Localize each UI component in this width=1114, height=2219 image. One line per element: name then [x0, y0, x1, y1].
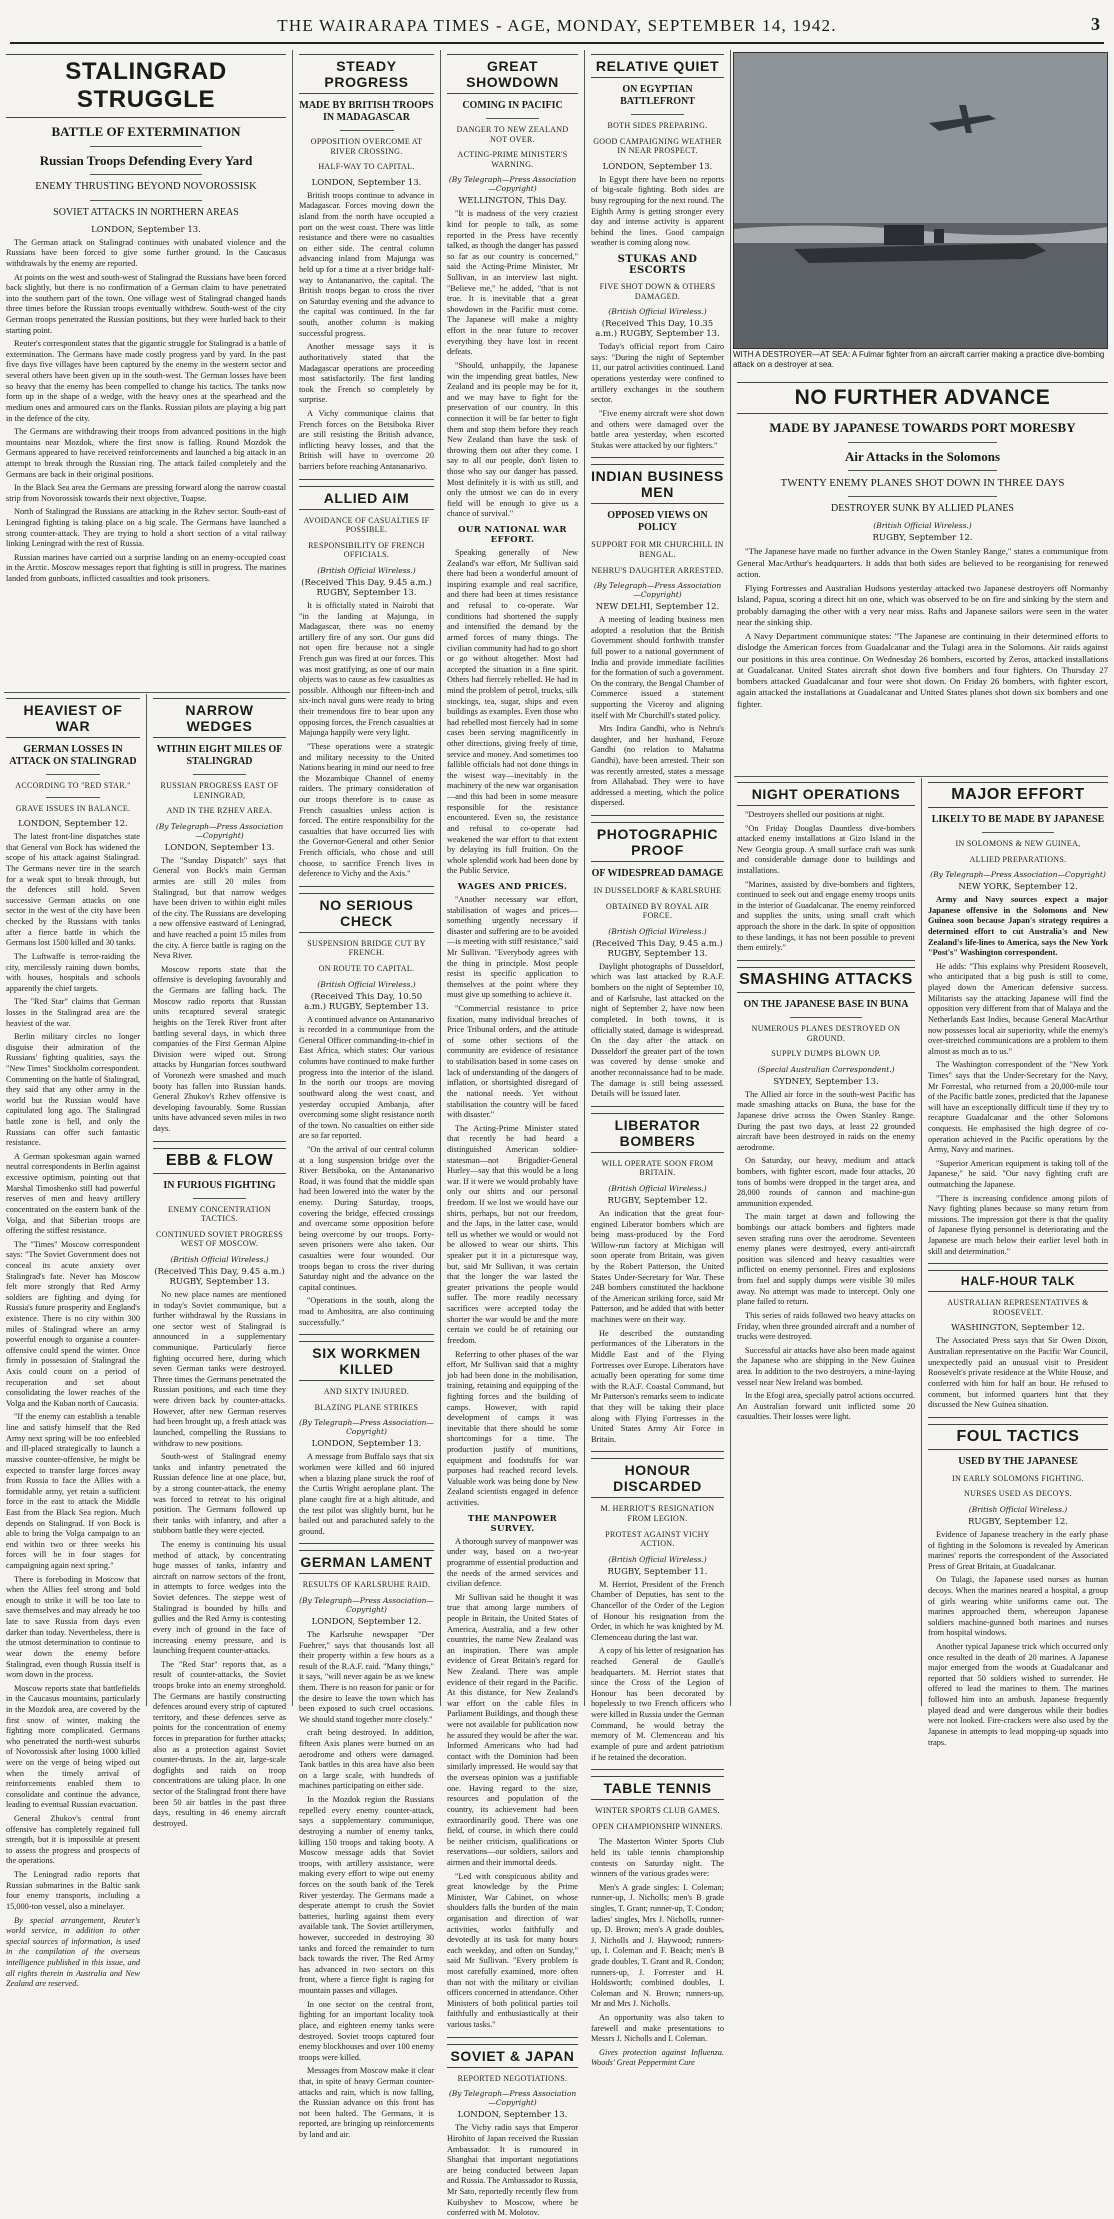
paragraph: General Zhukov's central front offensive has completely regained full strength, but it is impossible at present to assess the progress and prospects of the operations.	[6, 1814, 140, 1866]
headline-indian: INDIAN BUSINESS MEN	[591, 464, 724, 504]
credit: (By Telegraph—Press Association—Copyright)	[155, 821, 284, 840]
paragraph: Berlin military circles no longer disguise their admiration of the Russians' fighting qualities, says the "New Times" Stockholm correspondent. Commenting on the battle of Stalingrad, they said that any other army in the world but the Russian would have capitulated long ago. The Stalingrad battle zone is hell, and only the Russians can offer such fantastic resistance.	[6, 1032, 140, 1148]
paragraph: "On the arrival of our central column at a long suspension bridge over the River Betsiboka, on the Antananarivo Road, it was found that the middle span had been lowered into the water by the enemy. During Saturday, troops, covering the bridge, effected crossings and overcame some opposition before being overcome by our troops. Forty-seven prisoners were also taken. Our casualties were four wounded. Our troops began to cross the river during Saturday night and the advance on the capital continues.	[299, 1144, 434, 1292]
credit: (British Official Wireless.)	[608, 307, 707, 317]
paragraph: In Egypt there have been no reports of big-scale fighting. Both sides are busy regrouping for the next round. The Eighth Army is getting stronger every day and intense activity is apparent behind the lines. Good campaign weather is coming along now.	[591, 174, 724, 248]
headline-honour: HONOUR DISCARDED	[591, 1458, 724, 1498]
deck: TWENTY ENEMY PLANES SHOT DOWN IN THREE DAYS	[780, 477, 1065, 490]
paragraph: In the Black Sea area the Germans are pressing forward along the narrow coastal strip from Novorossisk towards their next objective, Tuapse.	[6, 483, 286, 503]
deck: WILL OPERATE SOON FROM BRITAIN.	[601, 1158, 714, 1178]
paragraph: Another message says it is authoritatively stated that the Madagascar operations are proceeding most satisfactorily. The first landing took the French so completely by surprise.	[299, 342, 434, 405]
paragraph: He adds: "This explains why President Roosevelt, who anticipated that a big push is still to come, played down the American defensive success. Militarists say the attacking Japanese will find the opposition very different from that of Malaya and the Netherlands East Indies, because General MacArthur now possesses local air superiority, while the enemy's over-stretched communications are a problem to them almost as much as to us."	[928, 961, 1108, 1056]
paragraph: The "Red Star" reports that, as a result of counter-attacks, the Soviet troops broke into an enemy stronghold. The Germans are hastily constructing defences around every strip of captured territory, and these defences serve as points for the concentration of enemy forces in preparation for further attacks; also as a protection against Soviet counter-thrusts. In the air, large-scale dogfights and raids on troop concentrations are taking place. In one sector of the Stalingrad front there have been 50 air battles in the past three days, resulting in 46 enemy aircraft destroyed.	[153, 1659, 286, 1828]
deck: OBTAINED BY ROYAL AIR FORCE.	[605, 901, 710, 921]
deck: Air Attacks in the Solomons	[844, 448, 1001, 464]
paragraph: Messages from Moscow make it clear that, in spite of heavy German counter-attacks and rain, which is now falling, the Russian advance on this front has not been halted. The Germans, it is reported, are bringing up reinforcements by land and air.	[299, 2066, 434, 2139]
deck: RESPONSIBILITY OF FRENCH OFFICIALS.	[308, 540, 425, 560]
paragraph: "Led with conspicuous ability and great knowledge by the Prime Minister, War Cabinet, on whose shoulders falls the burden of the main organisation and direction of war activities, works faithfully and devotedly at its task for many hours each weekday, and often on Sunday," said Mr Sullivan. "Every problem is most carefully examined, more often than not with the military or civilian officers concerned in attendance. Other Ministers of both political parties toil faithfully and enthusiastically at their various tasks."	[447, 1871, 578, 2030]
subhead: WAGES AND PRICES.	[457, 881, 568, 892]
deck: RUSSIAN PROGRESS EAST OF LENINGRAD,	[160, 781, 279, 800]
deck: REPORTED NEGOTIATIONS.	[457, 2073, 568, 2083]
paragraph: The Allied air force in the south-west Pacific has made smashing attacks on Buna, the base for the Japanese drive across the Owen Stanley Range. During the past two days, at least 22 grounded aircraft have been destroyed in raids on the enemy aerodrome.	[737, 1089, 915, 1152]
dateline: RUGBY, September 12.	[607, 1195, 708, 1206]
dateline: (Received This Day, 9.45 a.m.) RUGBY, September 13.	[301, 578, 432, 598]
page-number: 3	[1091, 14, 1100, 34]
article-major-foul	[922, 778, 1114, 1747]
deck: DANGER TO NEW ZEALAND NOT OVER.	[456, 125, 569, 144]
credit: (By Telegraph—Press Association—Copyright)	[930, 870, 1106, 880]
paragraph: Mrs Indira Gandhi, who is Nehru's daughter, and her husband, Feroze Gandhi (no relation to Mahatma Gandhi), have been arrested. Their son was recently arrested, states a message from Allahabad. They were to have addressed a meeting, which the police dispersed.	[591, 724, 724, 808]
copyright-note: By special arrangement, Reuter's world service, in addition to other special sources of information, is used in the compilation of the overseas intelligence published in this issue, and all rights therein in Australia and New Zealand are reserved.	[6, 1915, 140, 1989]
paragraph: Evidence of Japanese treachery in the early phase of fighting in the Solomons is revealed by American marines' reports the correspondent of the Associated Press of Great Britain, at Guadalcanar.	[928, 1529, 1108, 1571]
paragraph: Russian marines have carried out a surprise landing on an enemy-occupied coast in the Arctic. Moscow messages report that fighting is still in progress. The marines landed from gunboats, inflicted casualties and took prisoners.	[6, 552, 286, 584]
headline-halfhour: HALF-HOUR TALK	[928, 1270, 1108, 1292]
paragraph: A continued advance on Antananarivo is recorded in a communique from the General Officer commanding-in-chief in East Africa, which states: Our various columns have continued to make further progress into the interior of the island. In the north our troops are moving southward along the west coast, and yesterday occupied Ambanja, after overcoming some slight resistance north of the town. No casualties on either side are so far reported.	[299, 1014, 434, 1141]
deck: DESTROYER SUNK BY ALLIED PLANES	[831, 503, 1014, 515]
paragraph: "Commercial resistance to price fixation, many individual breaches of Price Tribunal orders, and the attitude of some other sections of the community are evidence of resistance to stabilisation based in some cases on lack of understanding of the dangers of inflation, or shortsighted disregard of the national needs. Yet without stabilisation the country will be faced with disaster."	[447, 1004, 578, 1120]
dateline: WELLINGTON, This Day.	[458, 196, 567, 207]
masthead	[10, 6, 1104, 44]
headline-soviet: SOVIET & JAPAN	[447, 2044, 578, 2068]
headline-steady: STEADY PROGRESS	[299, 54, 434, 94]
paragraph: A copy of his letter of resignation has reached General de Gaulle's headquarters. M. Herriot states that since the Cross of the Legion of Honour has been decorated by hopelessly to two French officers who were killed in Russia under the German Command, he would betray the memory of M. Clemenceau and his example of pure and ardent patriotism if he retained the decoration.	[591, 1646, 724, 1762]
paragraph: The enemy is continuing his usual method of attack, by concentrating huge masses of tanks, infantry and aircraft on narrow sectors of the front, in attempts to force wedges into the Soviet defences. The steppe west of Stalingrad is bounded by hills and gullies and the Red Army is contesting every inch of ground in the face of increasing enemy pressure, and is launching frequent counter-attacks.	[153, 1540, 286, 1656]
paragraph: British troops continue to advance in Madagascar. Forces moving down the island from the north have occupied a port on the west coast. There was little resistance and there were no casualties on either side. The central column advancing inland from Majunga was held up for a time at a river bridge half-way to Antananarivo, the capital. The British troops began to cross the river on Saturday evening and the advance to the capital was continued. In the far south, another column is making successful progress.	[299, 190, 434, 338]
deck: OPEN CHAMPIONSHIP WINNERS.	[592, 1821, 723, 1831]
deck: MADE BY JAPANESE TOWARDS PORT MORESBY	[769, 420, 1076, 435]
deck: ENEMY CONCENTRATION TACTICS.	[168, 1204, 271, 1224]
deck: NUMEROUS PLANES DESTROYED ON GROUND.	[751, 1023, 901, 1043]
dateline: (Received This Day, 10.50 a.m.) RUGBY, September 13.	[304, 991, 429, 1012]
credit: (British Official Wireless.)	[608, 1554, 707, 1564]
article-stalingrad	[0, 50, 292, 690]
headline-ebb: EBB & FLOW	[153, 1148, 286, 1174]
paragraph: The Vichy radio says that Emperor Hirohito of Japan received the Russian Ambassador. It is rumoured in Shanghai that important negotiations are being conducted between Japan and Russia. The Ambassador to Russia, Mr Sato, reportedly recently flew from Kuibyshev to Moscow, where he conferred with M. Molotov.	[447, 2123, 578, 2218]
deck: AVOIDANCE OF CASUALTIES IF POSSIBLE.	[303, 515, 430, 535]
deck: GRAVE ISSUES IN BALANCE.	[15, 803, 131, 813]
headline-heaviest: HEAVIEST OF WAR	[6, 698, 140, 738]
paragraph: A message from Buffalo says that six workmen were killed and 60 injured when a blazing plane struck the roof of the Curtis Wright aeroplane plant. The plane caught fire at a high altitude, and the test pilot was slightly burnt, but he bailed out and parachuted safely to the ground.	[299, 1452, 434, 1536]
deck: BOTH SIDES PREPARING.	[607, 121, 708, 130]
deck: AND SIXTY INJURED.	[323, 1387, 410, 1397]
headline-stalingrad: STALINGRAD STRUGGLE	[6, 54, 286, 118]
paragraph: "Superior American equipment is taking toll of the Japanese," he said. "Our navy fighting craft are outmatching the Japanese.	[928, 1158, 1108, 1190]
paragraph: The Masterton Winter Sports Club held its table tennis championship contests on Saturday night. The winners of the various grades were:	[591, 1837, 724, 1879]
column-showdown	[441, 50, 584, 2218]
paragraph: "Marines, assisted by dive-bombers and fighters, continued to seek out and engage enemy troops units in the interior of Guadalcanar. The enemy reinforced and supplies the units, using small craft which approach the shore in the dark. In spite of opposition to these landings, it has not been possible to prevent them entirely."	[737, 879, 915, 953]
paragraph: A Vichy communique claims that French forces on the Betsiboka River are still resisting the British advance, inflicting heavy losses, and that the British will have to overcome 20 barriers before reaching Antananarivo.	[299, 408, 434, 472]
paragraph: The Karlsruhe newspaper "Der Fuehrer," says that thousands lost all their property within a few hours as a result of the R.A.F. raid. "Many things," it says, "will never again be as we knew them. There is no reason for panic or for the desire to leave the town which has been exposed to such cruel occasions. We should stand together more closely."	[299, 1629, 434, 1724]
dateline: (Received This Day, 10.35 a.m.) RUGBY, September 13.	[595, 319, 720, 340]
advertisement: Gives protection against Influenza. Woods' Great Peppermint Cure	[591, 2047, 724, 2068]
headline-liberator: LIBERATOR BOMBERS	[591, 1113, 724, 1153]
dateline: (Received This Day, 9.45 a.m.) RUGBY, September 13.	[592, 938, 723, 959]
paragraph: "Should, unhappily, the Japanese win the impending great battles, New Zealand and its people may be for it, and we may have to fight for the preservation of our country. In this connection it will be far better to fight them and stop them before they reach New Zealand than have the task of throwing them out after they come. I say to all our people, don't listen to those who say our danger has passed. Most definitely it is with us still, and only the utmost we can do in every field will be enough to give us a chance of survival."	[447, 360, 578, 519]
paragraph: craft being destroyed. In addition, fifteen Axis planes were burned on an aerodrome and others were damaged. Tank battles in this area have also been on a large scale, with hundreds of machines participating on either side.	[299, 1728, 434, 1791]
paragraph: Successful air attacks have also been made against the Japanese who are shipping in the New Guinea area. In addition to the two destroyers, a mine-laying vessel near New Ireland was bombed.	[737, 1345, 915, 1387]
paragraph: There is foreboding in Moscow that when the Allies feel strong and bold enough to strike it will be too late to save themselves and may already be too late to save Russia from days even darker than today. Nevertheless, there is the utmost determination to continue to wear down the enemy before Stalingrad, even though Russia itself is worn down in the process.	[6, 1574, 140, 1680]
paragraph: Mr Sullivan said he thought it was true that among large numbers of people in Britain, the United States of America, Australia, and a few other countries, the name New Zealand was an inspiration. There was ample evidence of Great Britain's regard for New Zealand. There was ample evidence of their regard in the Pacific. At this distance, for New Zealand's war effort on the cable files in Parliament Buildings, and though these were not available for publication now he assured they would be after the war. Informed Americans who had had contact with the Dominion had been similarly impressed. He would say that the overseas opinion was a justifiable one. Having regard to the size, resources and population of the country, its achievement had been extraordinarily good. There was one field, of course, in which there could be neither criticism, qualifications or reservations—our soldiers, sailors and airmen and their immortal deeds.	[447, 1592, 578, 1867]
column-madagascar	[293, 50, 440, 2139]
deck: OPPOSED VIEWS ON POLICY	[607, 510, 708, 534]
deck: SUPPORT FOR MR CHURCHILL IN BENGAL.	[591, 540, 724, 559]
paragraph: Speaking generally of New Zealand's war effort, Mr Sullivan said there had been a wonderful amount of inspiring example and real sacrifice, and there had been at times resistance and refusal to co-operate. War conditions had shortened the supply and intensified the demand by the armed forces of many things. The civilian community had had to go short or go without altogether. Most had accepted the situation in a fine spirit. Others had fiercely rebelled. He had in mind the problem of petrol, trucks, silk stockings, tea, sugar, ships and even buildings as examples. Even those who had rebelled most fiercely had in some cases been serving magnificently in other directions, giving freely of time, service and money. And sometimes too fallible officials had not done things in the wisest way—inevitably in the machinery of the new war organisation—and this had been in some measure responsible for the resistance encountered. Even so, the resistance and refusal to co-operate had weakened the war effort to that extent by delaying its full fruition. On the whole splendid work had been done by the Public Service.	[447, 548, 578, 876]
headline-sixworkmen: SIX WORKMEN KILLED	[299, 1341, 434, 1381]
paragraph: The main target at dawn and following the bombings our attack bombers and fighters made seven strafing runs over the aerodrome. Seventeen enemy planes were destroyed, every anti-aircraft position was silenced and heavy casualties were inflicted on enemy personnel. Fires and explosions from fuel and supply dumps were visible 30 miles away. No attempt was made to intercept. Only one plane failed to return.	[737, 1212, 915, 1307]
paragraph: Today's official report from Cairo says: "During the night of September 11, our patrol activities continued. Land operations yesterday were confined to artillery exchanges in the southern sector.	[591, 342, 724, 405]
headline-relative: RELATIVE QUIET	[591, 54, 724, 78]
paragraph: The Germans are withdrawing their troops from advanced positions in the high mountains near Mozdok, where the first snow is falling. Round Mozdok the Germans appeared to have received reinforcements and launched a big attack in an attempt to break through the Russian ring. The attack failed completely and the Germans are back in their original positions.	[6, 427, 286, 479]
credit: (British Official Wireless.)	[873, 521, 972, 531]
deck: NEHRU'S DAUGHTER ARRESTED.	[591, 565, 724, 575]
credit: (By Telegraph—Press Association—Copyright)	[299, 1418, 434, 1437]
article-nofurther	[731, 378, 1114, 774]
deck: ON ROUTE TO CAPITAL.	[318, 964, 415, 974]
credit: (British Official Wireless.)	[170, 1255, 269, 1264]
deck: IN SOLOMONS & NEW GUINEA,	[955, 839, 1081, 848]
dateline: LONDON, September 13.	[164, 842, 275, 853]
deck: RESULTS OF KARLSRUHE RAID.	[302, 1580, 431, 1590]
paragraph: No new place names are mentioned in today's Soviet communique, but a further withdrawal by the Russians in one sector west of Stalingrad is announced in a supplementary communique. Particularly fierce fighting occurred here, during which seven German tanks were destroyed. Three times the Germans penetrated the Russian positions, and each time they were driven back by counter-attacks. However, after new German reserves had been brought up, a fresh attack was launched, compelling the Russians to withdraw to new positions.	[153, 1290, 286, 1448]
deck: ACTING-PRIME MINISTER'S WARNING.	[457, 150, 568, 169]
subhead: OUR NATIONAL WAR EFFORT.	[458, 525, 567, 546]
headline-narrow: NARROW WEDGES	[153, 698, 286, 738]
deck: NURSES USED AS DECOYS.	[964, 1489, 1072, 1499]
deck: MADE BY BRITISH TROOPS IN MADAGASCAR	[299, 100, 434, 123]
paragraph: "The Japanese have made no further advance in the Owen Stanley Range," states a communique from General MacArthur's headquarters. It adds that both sides are believed to be reorganising for renewed action.	[737, 546, 1108, 579]
paragraph: Reuter's correspondent states that the gigantic struggle for Stalingrad is a battle of extermination. The Germans have made costly progress yard by yard. In the past five days five villages have been captured by the enemy in the western sector and several others have been given up in the south-west. The German losses have been so heavy that the enemy has been compelled to change his tactics. The tanks now form up in the shape of a wedge, with the heavy ones at the spearhead and the medium ones and armoured cars on the flanks. Russian pilots are playing a big part in the defence of the city.	[6, 339, 286, 423]
deck: USED BY THE JAPANESE	[958, 1455, 1078, 1467]
deck: LIKELY TO BE MADE BY JAPANESE	[931, 814, 1105, 825]
paragraph: Daylight photographs of Dusseldorf, which was last attacked by R.A.F. bombers on the night of September 10, and of Karlsruhe, last attacked on the night of September 2, have now been completed. In both towns, it is officially stated, damage is widespread. On the day after the attack on Dusseldorf the greater part of the town was covered by dense smoke and another reconnaissance had to be made. The damage is still being assessed. Details will be issued later.	[591, 961, 724, 1099]
deck: ALLIED PREPARATIONS.	[969, 854, 1067, 864]
headline-showdown: GREAT SHOWDOWN	[447, 54, 578, 94]
photo-illustration	[734, 53, 1107, 348]
section-rule	[4, 692, 290, 693]
paragraph: "Operations in the south, along the road to Ambositra, are also continuing successfully."	[299, 1296, 434, 1327]
paragraph: Moscow reports state that the offensive is developing favourably and the Germans are falling back. The Moscow radio reports that Russian units recaptured several strategic heights on the Terek River front after battling several days, in which three companies of the First German Alpine Division were wiped out. Strong attacks by Hungarian forces southward of Voronezh were smashed and much booty has fallen into Russian hands. General Zhukov's Rzhev offensive is developing favourably. Some Russian units have advanced seven miles in two days.	[153, 964, 286, 1134]
deck: ON THE JAPANESE BASE IN BUNA	[743, 998, 909, 1010]
headline-lament: GERMAN LAMENT	[299, 1550, 434, 1574]
paragraph: "Another necessary war effort, stabilisation of wages and prices—something urgently necessary if disaster and suffering are to be avoided—is meeting with stiff resistance," said Mr Sullivan. "Everybody agrees with the thing in principle. Most people resist its specific application to themselves at the point where they must give up something to achieve it.	[447, 894, 578, 1000]
dateline: LONDON, September 12.	[311, 1616, 422, 1627]
paragraph: "If the enemy can establish a tenable line and satisfy himself that the Red Army next spring will be too enfeebled and ill-placed strategically to launch a massive counter-offensive, he might be expected to transfer large forces away from Russia to face the Allies with a formidable army, yet retain a sufficient force in the east to attack the Middle East from the Black Sea region. Much depends on Stalingrad. If von Bock is able to bring the Volga campaign to an end within two or three weeks his forces will be in four stages for campaigning again next spring."	[6, 1412, 140, 1571]
deck: ENEMY THRUSTING BEYOND NOVOROSSISK	[35, 181, 257, 193]
deck: PROTEST AGAINST VICHY ACTION.	[605, 1529, 710, 1549]
deck: OPPOSITION OVERCOME AT RIVER CROSSING.	[310, 137, 423, 156]
dateline: LONDON, September 13.	[602, 161, 713, 172]
paragraph: A meeting of leading business men adopted a resolution that the British Government should forthwith transfer full power to a national government of India and provide immediate facilities for the formation of such a government. On the contrary, the Bengal Chamber of Commerce issued a statement supporting the Viceroy and aligning itself with Mr Churchill's stated policy.	[591, 615, 724, 720]
dateline: (Received This Day, 9.45 a.m.) RUGBY, September 13.	[154, 1267, 285, 1287]
dateline: NEW YORK, September 12.	[958, 882, 1078, 893]
headline-major: MAJOR EFFORT	[928, 782, 1108, 808]
credit: (British Official Wireless.)	[317, 979, 416, 989]
paragraph: At points on the west and south-west of Stalingrad the Russians have been forced back slightly, but there is no confirmation of a German claim to have penetrated into the southern part of the town. One village west of Stalingrad changed hands three times before the Russian troops eventually withdrew. South-west of the city German troops penetrated the Russian positions, but they were hurled back to their starting point.	[6, 272, 286, 335]
credit: (By Telegraph—Press Association—Copyright)	[448, 175, 577, 194]
deck: HALF-WAY TO CAPITAL.	[318, 162, 415, 172]
dateline: LONDON, September 13.	[457, 2110, 568, 2121]
deck: WINTER SPORTS CLUB GAMES.	[595, 1806, 720, 1816]
headline-foul: FOUL TACTICS	[928, 1424, 1108, 1450]
deck: SOVIET ATTACKS IN NORTHERN AREAS	[53, 206, 239, 218]
deck: M. HERRIOT'S RESIGNATION FROM LEGION.	[600, 1504, 715, 1523]
deck: IN FURIOUS FIGHTING	[163, 1179, 276, 1191]
credit: (British Official Wireless.)	[317, 566, 416, 575]
paragraph: The "Times" Moscow correspondent says: "The Soviet Government does not conceal its acute anxiety over Stalingrad's fate. Never has Moscow felt more strongly that Red Army soldiers are fighting and dying for Russia's future prosperity and England's existence. There is no city within 300 miles of Stalingrad where an army powerful enough to organise a counter-offensive could spend the winter. Once firmly in possession of Stalingrad the Axis could count on a period of recuperation and set about consolidating the lower reaches of the Volga and the Kuban north of Caucasia.	[6, 1239, 140, 1408]
deck: IN DUSSELDORF & KARLSRUHE	[593, 886, 722, 896]
paragraph: The Leningrad radio reports that Russian submarines in the Baltic sank four enemy transports, including a 15,000-ton vessel, also a minelayer.	[6, 1870, 140, 1911]
paragraph: An indication that the great four-engined Liberator bombers which are being mass-produced by the Ford Willow-run factory at Michigan will soon operate from Britain, was given by the Robert Patterson, the United States Under-Secretary for War. These 24B bombers constituted the backbone of the American striking force, said Mr Patterson, and he added that with better machines were on their way.	[591, 1208, 724, 1325]
deck: AND IN THE RZHEV AREA.	[166, 806, 273, 816]
paragraph: "These operations were a strategic and military necessity to the United Nations bearing in mind our need to free the Mozambique Channel of enemy raiders. The primary consideration of our troops therefore is to cause as French casualties unless action is forced. The entire responsibility for the casualties that have occurred lies with the Governor-General and other Senior French officials, who chose and still choose, to sacrifice French lives in deference to Vichy and the Axis."	[299, 741, 434, 879]
paragraph: "There is increasing confidence among pilots of Navy fighting planes because so many return from missions. The impression got there is that the quality of Japanese flying personnel is deteriorating and the Japanese are much below their earlier level both in skill and determination."	[928, 1193, 1108, 1256]
paragraph: Men's A grade singles: I. Coleman; runner-up, J. Nicholls; men's B grade singles, T. Grant; runner-up, T. Condon; ladies' singles, Mrs J. Nicholls, runner-up, D. Brown; men's A grade doubles, J. Nicholls and J. Haywood; runners-up, I. Coleman and F. Beach; men's B grade doubles, T. Grant and R. Condon; runners-up, J. Forrester and H. Holdsworth; combined doubles, I. Coleman and N. Brown; runners-up, Mr and Mrs J. Nicholls.	[591, 1882, 724, 2009]
paragraph: Another typical Japanese trick which occurred only once resulted in the death of 20 marines. A Japanese major emerged from the woods at Guadalcanar and reported that 50 soldiers wished to surrender. He offered to lead the marines to them. The marines followed him into an ambush. Japanese frequently played dead and were dangerous while their bodies were not looked. Fire-crackers were also used by the Japanese in attempts to lead mopping-up squads into traps.	[928, 1642, 1108, 1747]
headline-noserious: NO SERIOUS CHECK	[299, 893, 434, 933]
paragraph: "On Friday Douglas Dauntless dive-bombers attacked enemy installations at Gizo Island in the New Georgia group. A small surface craft was sunk and considerable damage done to buildings and installations.	[737, 823, 915, 876]
paragraph: The Associated Press says that Sir Owen Dixon, Australian representative on the Pacific War Council, unexpectedly paid an unusual visit to President Roosevelt's private residence at the White House, and conferred with him for half an hour. He refused to comment, but informed quarters hint that they discussed the New Guinea situation.	[928, 1336, 1108, 1410]
article-heaviest	[0, 694, 146, 1989]
headline-night: NIGHT OPERATIONS	[737, 782, 915, 806]
dateline: LONDON, September 13.	[311, 1439, 422, 1450]
destroyer-photo	[733, 52, 1108, 349]
dateline: LONDON, September 13.	[91, 224, 201, 235]
paragraph: "Destroyers shelled our positions at night.	[745, 810, 885, 819]
dateline: WASHINGTON, September 12.	[951, 1323, 1085, 1334]
credit: (By Telegraph—Press Association—Copyright)	[299, 1595, 434, 1614]
credit: (British Official Wireless.)	[608, 1183, 707, 1193]
credit: (Special Australian Correspondent.)	[757, 1064, 895, 1074]
paragraph: The Luftwaffe is terror-raiding the city, mercilessly raining down bombs, with houses, hospitals and schools apparently the chief targets.	[6, 951, 140, 993]
paragraph: Moscow reports state that battlefields in the Caucasus mountains, particularly in the Mozdok area, are covered by the first snow of winter, making the fighting more complicated. Germans who penetrated the north-west suburbs of Novorossisk after losing 1000 killed were on the verge of being wiped out when the timely arrival of reinforcements enabled them to consolidate and continue the advance, leading to eventual Russian evacuation.	[6, 1683, 140, 1810]
deck: ACCORDING TO "RED STAR."	[15, 781, 131, 790]
section-rule	[734, 776, 1108, 777]
headline-photographic: PHOTOGRAPHIC PROOF	[591, 822, 724, 862]
dateline: SYDNEY, September 13.	[773, 1076, 879, 1087]
credit: (By Telegraph—Press Association—Copyright)	[448, 2089, 577, 2108]
paragraph: "It is madness of the very craziest kind for people to talk, as some reported in the Press have recently talked, as though the danger has passed so far as our country is concerned," said the Acting-Prime Minister, Mr Sullivan, in an interview last night. "Believe me," he added, "that is not true. It is inevitable that a great showdown in the Pacific must come. The Japanese will make a mighty effort in the near future to recover everything they have lost in recent defeats.	[447, 209, 578, 357]
paragraph: M. Herriot, President of the French Chamber of Deputies, has sent to the Chancellor of the Order of the Legion of Honour his resignation from the Order, in which he was knighted by M. Clemenceau during the last war.	[591, 1579, 724, 1642]
paragraph: In one sector on the central front, fighting for an important locality took place, and eighteen enemy tanks were destroyed. Soviet troops captured four enemy blockhouses and over 100 enemy troops were killed.	[299, 1999, 434, 2062]
deck: IN EARLY SOLOMONS FIGHTING.	[952, 1473, 1084, 1483]
paragraph: "Five enemy aircraft were shot down and others were damaged over the battle area yesterday, when escorted Stukas were attacked by our fighters."	[591, 408, 724, 450]
photo-caption: WITH A DESTROYER—AT SEA: A Fulmar fighter from an aircraft carrier making a practice dive-bombing attack on a destroyer at sea.	[733, 350, 1105, 369]
article-night-smashing	[731, 778, 921, 1706]
deck: CONTINUED SOVIET PROGRESS WEST OF MOSCOW.	[156, 1229, 283, 1249]
paragraph: The German attack on Stalingrad continues with unabated violence and the Russians have been forced to give some further ground. In the Caucasus withdrawals by the enemy are reported.	[6, 237, 286, 268]
paragraph: It is officially stated in Nairobi that "in the landing at Majunga, in Madagascar, there was no enemy artillery fire of any sort. Our guns did not open fire because not a single French gun was fired at our forces. This was most gratifying, as one of our main objects was to cause as few casualties as possible. Although our fifteen-inch and six-inch naval guns were ready to bring their tremendous fire to bear upon any opposing forces, the French casualties at Majunga happily were very light.	[299, 601, 434, 738]
deck: COMING IN PACIFIC	[462, 100, 563, 111]
column-egypt-india	[585, 50, 730, 2068]
paragraph: Army and Navy sources expect a major Japanese offensive in the Solomons and New Guinea soon because Japan's strategy requires a determined effort to cut Australia's and New Zealand's life-lines to America, says the New York "Post's" Washington correspondent.	[928, 895, 1108, 958]
paragraph: The latest front-line dispatches state that General von Bock has widened the scope of his attack against Stalingrad. The Germans never tire in the search for a weak spot to break through, but the defences still hold. Seven successive German attacks on one sector in the west of the city have been checked by the Russians with tanks after a fierce battle in which the Germans lost 1500 killed and 30 tanks.	[6, 832, 140, 948]
paragraph: A German spokesman again warned neutral correspondents in Berlin against excessive optimism, pointing out that Marshal Timoshenko still had powerful reserves of men and heavy artillery concentrated on the eastern bank of the Volga, and that Siberian troops are offering the stiffest resistance.	[6, 1151, 140, 1236]
paragraph: Flying Fortresses and Australian Hudsons yesterday attacked two Japanese destroyers off Normanby Island, Papua, scoring a direct hit on one, which was observed to be on fire and sinking by the stern and probably damaging the other with a very near miss. Rafts and Japanese sailors were seen in the water near the sinking ship.	[737, 583, 1108, 627]
paragraph: The Acting-Prime Minister stated that recently he had heard a distinguished American soldier-statesman—not Brigadier-General Hurley—say that this would be a long war. If it were we would probably have only our shirts and our personal freedom. If we lost we would have our shirts, perhaps, but not our freedom, and the Japs, in the latter case, would tell us whether we would or would not be allowed to wear our shirts. This speaker put it in a picturesque way, but, said Mr Sullivan, it was certain that the longer the war lasted the greater privations the people would suffer. The more readily necessary sacrifices were accepted today the shorter the war would be and the more certain we could be of retaining our freedom.	[447, 1123, 578, 1345]
headline-allied: ALLIED AIM	[299, 486, 434, 510]
dateline: RUGBY, September 11.	[607, 1566, 708, 1577]
credit: (British Official Wireless.)	[608, 926, 707, 936]
article-narrow-ebb	[147, 694, 292, 1828]
subhead-stukas: STUKAS AND ESCORTS	[617, 254, 698, 277]
dateline: NEW DELHI, September 12.	[595, 602, 720, 613]
paragraph: On Saturday, our heavy, medium and attack bombers, with fighter escort, made four attacks, 20 tons of bombs were dropped in the target area, and 28,000 rounds of cannon and machine-gun ammunition expended.	[737, 1156, 915, 1208]
deck: GOOD CAMPAIGNING WEATHER IN NEAR PROSPECT.	[593, 136, 722, 156]
paragraph: A thorough survey of manpower was under way, based on a two-year programme of essential production and the needs of the armed services and civilian defence.	[447, 1536, 578, 1589]
dateline: RUGBY, September 12.	[872, 533, 973, 544]
dateline: RUGBY, September 12.	[968, 1516, 1068, 1527]
deck: GERMAN LOSSES IN ATTACK ON STALINGRAD	[9, 744, 137, 767]
paragraph: In the Efogi area, specially patrol actions occurred. An Australian forward unit inflicted some 20 casualties. Their losses were light.	[737, 1391, 915, 1422]
paragraph: This series of raids followed two heavy attacks on Friday, when three grounded aircraft and a number of trucks were destroyed.	[737, 1310, 915, 1342]
deck: BATTLE OF EXTERMINATION	[51, 124, 241, 139]
paragraph: On Tulagi, the Japanese used nurses as human decoys. When the marines neared a hospital, a group of girls wearing white uniforms came out. The marines approached them, whereupon Japanese soldiers machine-gunned both marines and nurses from hospital windows.	[928, 1575, 1108, 1638]
deck: AUSTRALIAN REPRESENTATIVES & ROOSEVELT.	[947, 1298, 1089, 1317]
paragraph: The "Red Star" claims that German losses in the Stalingrad area are the heaviest of the war.	[6, 997, 140, 1028]
paragraph: An opportunity was also taken to farewell and make presentations to Messrs J. Nicholls and I. Coleman.	[591, 2013, 724, 2044]
paragraph: A Navy Department communique states: "The Japanese are continuing in their determined efforts to dislodge the American forces from Guadalcanar and the Tulagi area in the Solomons. Air raids against our positions in this area continue. On Wednesday 26 bombers, escorted by Zeros, attacked installations at Guadalcanar. United States aircraft shot down five bombers and four fighters. On Thursday 27 bombers attacked Guadalcanar and four were shot down. On Friday 26 bombers, with fighter escort, again attacked the installations at Guadalcanar and United States planes shot down six bombers and one fighter.	[737, 631, 1108, 709]
paragraph: The Washington correspondent of the "New York Times" says that the Under-Secretary for the Navy, Mr Forrestal, who returned from a 20,000-mile tour of the Pacific battle zones, predicted that the Japanese will have an exceptionally difficult time if they try to recapture Guadalcanar and the other Solomons conquests. He emphasised the high degree of co-operation achieved in the Pacific operations by the Army, Navy and marines.	[928, 1060, 1108, 1155]
paragraph: In the Mozdok region the Russians repelled every enemy counter-attack, says a supplementary communique, destroying a number of enemy tanks, killing 150 troops and taking booty. A Moscow message adds that Soviet troops, with artillery assistance, were making every effort to wipe out enemy forces on the south bank of the Terek River yesterday. The Germans made a desperate attempt to crush the Soviet batteries, hurling against them every available tank. The Soviet artillerymen, however, succeeded in destroying 30 tanks and forced the remainder to turn back towards the river. The Red Army has advanced in two sectors on this front, where a fierce fight is raging for mountain passes and villages.	[299, 1795, 434, 1996]
paragraph: He described the outstanding performances of the Liberators in the Middle East and of the Flying Fortresses over Europe. Liberators have actually been operating for some time with the R.A.F. Coastal Command, but Mr Patterson's remarks seem to indicate that they will be taking their place along with Flying Fortresses in the United States Army Air Force in Britain.	[591, 1328, 724, 1444]
deck: OF WIDESPREAD DAMAGE	[591, 868, 724, 880]
credit: (By Telegraph—Press Association—Copyright)	[593, 581, 722, 600]
paragraph: Referring to other phases of the war effort, Mr Sullivan said that a mighty job had been done in the mobilisation, training, retaining and equipping of the fighting forces and the building of camps. However, with rapid development of camps it was inevitable that there should be some shortcomings for a time. The production justify of munitions, equipment and foodstuffs for war purposes had reached record levels. Valuable work was being done by New Zealand scientists engaged in defence activities.	[447, 1349, 578, 1508]
deck: BLAZING PLANE STRIKES	[314, 1402, 419, 1412]
deck: SUPPLY DUMPS BLOWN UP.	[771, 1049, 881, 1059]
subhead: THE MANPOWER SURVEY.	[467, 1513, 558, 1534]
deck: FIVE SHOT DOWN & OTHERS DAMAGED.	[599, 282, 716, 301]
paragraph: South-west of Stalingrad enemy tanks and infantry penetrated the Russian defence line at one place, but, by a strong counter-attack, the enemy was forced to retreat to his original position. The Germans followed up their tanks with infantry, and after a stubborn battle they were ejected.	[153, 1452, 286, 1536]
headline-tennis: TABLE TENNIS	[591, 1776, 724, 1800]
headline-smashing: SMASHING ATTACKS	[737, 967, 915, 993]
headline-nofurther: NO FURTHER ADVANCE	[737, 382, 1108, 414]
deck: WITHIN EIGHT MILES OF STALINGRAD	[156, 744, 283, 767]
deck: SUSPENSION BRIDGE CUT BY FRENCH.	[307, 938, 426, 958]
dateline: LONDON, September 13.	[311, 177, 422, 188]
masthead-title: THE WAIRARAPA TIMES - AGE, MONDAY, SEPTEMBER 14, 1942.	[277, 16, 837, 35]
deck: ON EGYPTIAN BATTLEFRONT	[620, 84, 695, 107]
credit: (British Official Wireless.)	[968, 1504, 1068, 1514]
deck: Russian Troops Defending Every Yard	[39, 152, 253, 168]
paragraph: North of Stalingrad the Russians are attacking in the Rzhev sector. South-east of Leningrad fighting is taking place on a big scale. The Germans have launched a strong counter-attack. They are trying to hold a short section of a vital railway linking Leningrad with the rest of Russia.	[6, 507, 286, 549]
dateline: LONDON, September 12.	[18, 819, 128, 830]
paragraph: The "Sunday Dispatch" says that General von Bock's main German armies are still 20 miles from Stalingrad, but that narrow wedges have been driven to within eight miles of the city. The Russians are developing a new offensive eastward of Leningrad, and have reached a point 15 miles from the city. A fierce battle is raging on the Neva River.	[153, 855, 286, 961]
